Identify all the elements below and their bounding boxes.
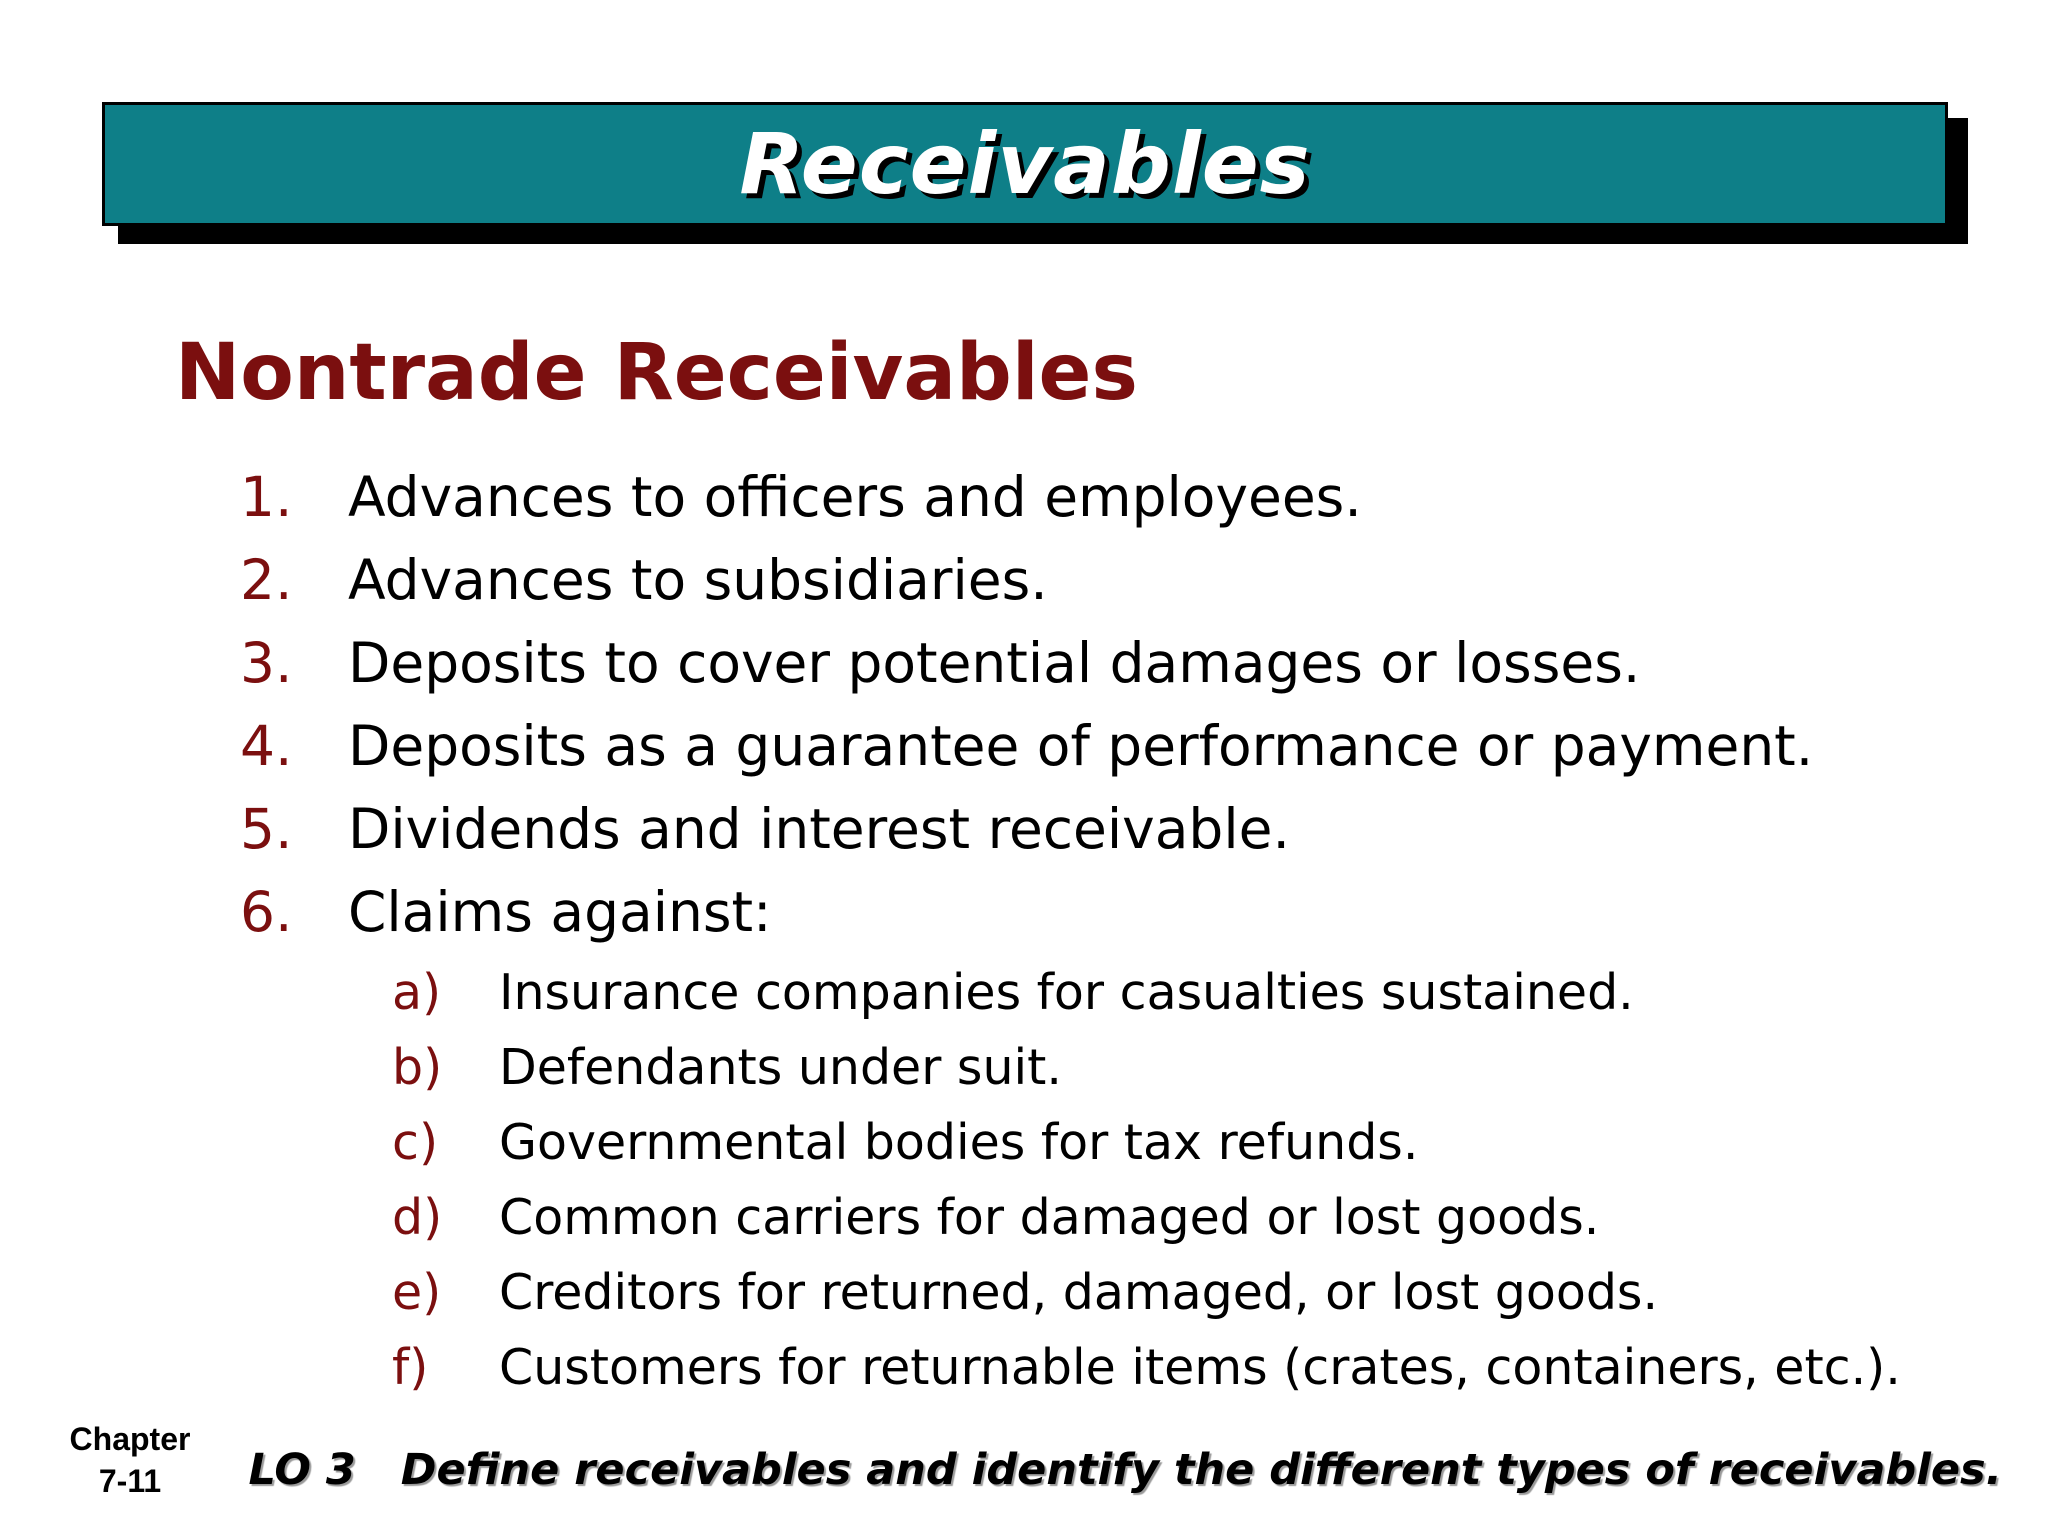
learning-objective-code: LO 3	[248, 1445, 356, 1495]
sublist-text: Customers for returnable items (crates, containers, etc.).	[499, 1339, 1901, 1396]
list-item	[240, 787, 1813, 870]
sublist-letter: b)	[392, 1039, 443, 1096]
sublist-letter: d)	[392, 1189, 443, 1246]
sublist-letter: e)	[392, 1264, 442, 1321]
chapter-number: 7-11	[98, 1463, 162, 1499]
sublist-item	[392, 955, 1901, 1030]
sublist-text: Common carriers for damaged or lost goods.	[499, 1189, 1600, 1246]
list-number: 3.	[240, 630, 293, 695]
list-text: Advances to officers and employees.	[348, 464, 1362, 529]
list-text: Deposits as a guarantee of performance or payment.	[348, 713, 1814, 778]
list-number: 4.	[240, 713, 293, 778]
list-text: Dividends and interest receivable.	[348, 796, 1290, 861]
sublist-letter: a)	[392, 964, 442, 1021]
sublist-text: Insurance companies for casualties sustained.	[499, 964, 1634, 1021]
sublist-letter: c)	[392, 1114, 439, 1171]
list-item	[240, 538, 1813, 621]
section-heading: Nontrade Receivables	[175, 328, 1138, 418]
receivables-list	[240, 455, 1813, 953]
sublist-text: Governmental bodies for tax refunds.	[499, 1114, 1419, 1171]
sublist-item	[392, 1030, 1901, 1105]
chapter-word: Chapter	[69, 1421, 191, 1457]
list-text: Deposits to cover potential damages or losses.	[348, 630, 1641, 695]
sublist-item	[392, 1105, 1901, 1180]
learning-objective	[248, 1445, 2002, 1495]
chapter-label	[55, 1418, 205, 1502]
sublist-item	[392, 1330, 1901, 1405]
list-number: 1.	[240, 464, 293, 529]
list-number: 6.	[240, 879, 293, 944]
list-item	[240, 870, 1813, 953]
sublist-text: Creditors for returned, damaged, or lost goods.	[499, 1264, 1659, 1321]
list-item	[240, 704, 1813, 787]
list-text: Advances to subsidiaries.	[348, 547, 1048, 612]
list-number: 5.	[240, 796, 293, 861]
sublist-item	[392, 1180, 1901, 1255]
list-number: 2.	[240, 547, 293, 612]
sublist-text: Defendants under suit.	[499, 1039, 1062, 1096]
list-item	[240, 621, 1813, 704]
claims-sublist	[392, 955, 1901, 1405]
slide-title: Receivables	[739, 115, 1311, 213]
learning-objective-text: Define receivables and identify the different types of receivables.	[400, 1445, 2002, 1495]
sublist-item	[392, 1255, 1901, 1330]
list-text: Claims against:	[348, 879, 772, 944]
sublist-letter: f)	[392, 1339, 429, 1396]
list-item	[240, 455, 1813, 538]
title-bar	[102, 102, 1948, 226]
